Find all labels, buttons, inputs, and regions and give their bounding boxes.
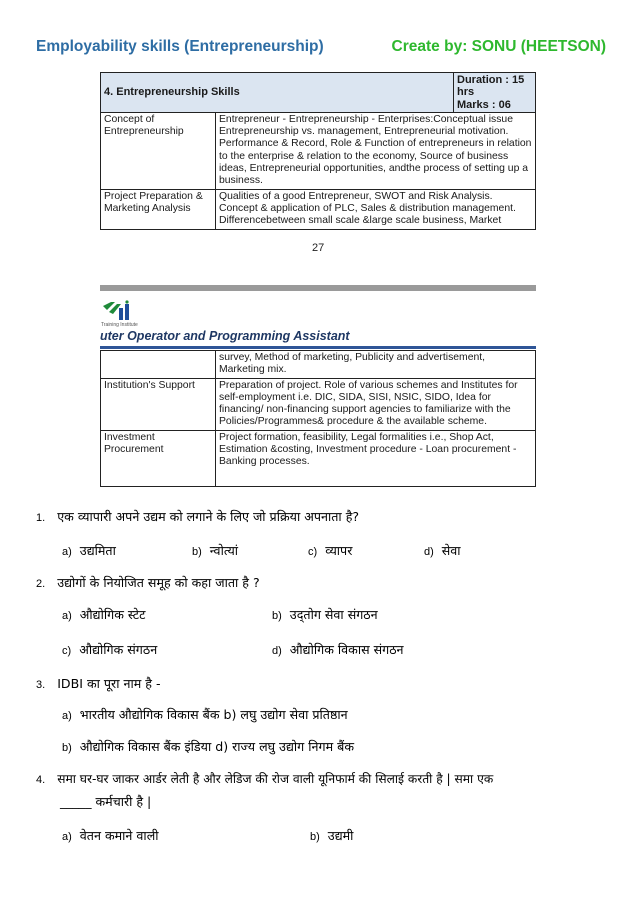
logo-caption: Training Institute bbox=[101, 322, 138, 328]
question-4 bbox=[36, 770, 493, 787]
option: d) सेवा bbox=[424, 543, 461, 558]
question-number: 4. bbox=[36, 774, 46, 786]
topic-cell: Concept of Entrepreneurship bbox=[101, 112, 216, 189]
content-cell: Qualities of a good Entrepreneur, SWOT and Risk Analysis. Concept & application of PLC, Sales & distribution management. Differencebetween small scale &large scale business, Market bbox=[216, 189, 536, 229]
syllabus-header-row bbox=[101, 73, 536, 113]
topic-cell bbox=[101, 351, 216, 379]
option: a) औद्योगिक स्टेट bbox=[62, 607, 146, 622]
option: c) औद्योगिक संगठन bbox=[62, 642, 158, 657]
content-cell: Project formation, feasibility, Legal formalities i.e., Shop Act, Estimation &costing, Investment procedure - Loan procurement - Banking processes. bbox=[216, 430, 536, 486]
option: b) उद्तोग सेवा संगठन bbox=[272, 607, 378, 622]
content-cell: Preparation of project. Role of various schemes and Institutes for self-employment i.e. DIC, SIDA, SISI, NSIC, SIDO, Idea for financing/ non-financing support agencies to familiarize with the Policies/Programmes& procedure & the available scheme. bbox=[216, 378, 536, 430]
page-number: 27 bbox=[312, 242, 325, 254]
scan-divider bbox=[100, 285, 536, 291]
question-3 bbox=[36, 675, 161, 692]
option: a) उद्यमिता bbox=[62, 543, 116, 558]
page-header bbox=[36, 38, 606, 62]
question-number: 3. bbox=[36, 679, 46, 691]
option: d) औद्योगिक विकास संगठन bbox=[272, 642, 404, 657]
option: b) औद्योगिक विकास बैंक इंडिया d) राज्य लघु उद्योग निगम बैंक bbox=[62, 739, 354, 754]
course-title: uter Operator and Programming Assistant bbox=[100, 329, 350, 343]
question-text-line2: _____ कर्मचारी है | bbox=[60, 794, 152, 809]
header-author: Create by: SONU (HEETSON) bbox=[391, 38, 606, 55]
duration: Duration : 15 hrs bbox=[457, 74, 525, 99]
marks: Marks : 06 bbox=[457, 98, 511, 111]
topic-cell: Institution's Support bbox=[101, 378, 216, 430]
table-row bbox=[101, 112, 536, 189]
table-row bbox=[101, 378, 536, 430]
question-text: उद्योगों के नियोजित समूह को कहा जाता है ? bbox=[57, 575, 260, 590]
syllabus-table-2 bbox=[100, 350, 536, 487]
header-subject: Employability skills (Entrepreneurship) bbox=[36, 38, 324, 55]
topic-cell: Investment Procurement bbox=[101, 430, 216, 486]
syllabus-duration-marks bbox=[454, 73, 536, 113]
question-4-continued bbox=[60, 793, 151, 810]
content-cell: survey, Method of marketing, Publicity and advertisement, Marketing mix. bbox=[216, 351, 536, 379]
syllabus-table-1 bbox=[100, 72, 536, 230]
option: c) व्यापर bbox=[308, 543, 353, 558]
table-row bbox=[101, 189, 536, 229]
question-text: IDBI का पूरा नाम है - bbox=[57, 676, 161, 691]
question-number: 1. bbox=[36, 512, 46, 524]
option: b) न्वोत्यां bbox=[192, 543, 239, 558]
table-row bbox=[101, 351, 536, 379]
option: b) उद्यमी bbox=[310, 828, 354, 843]
question-number: 2. bbox=[36, 578, 46, 590]
content-cell: Entrepreneur - Entrepreneurship - Enterprises:Conceptual issue Entrepreneurship vs. management, Entrepreneurial motivation. Performance & Record, Role & Function of entrepreneurs in relation to the enterprise & relation to the economy, Source of business ideas, Entrepreneurial opportunities, andthe process of setting up a business. bbox=[216, 112, 536, 189]
course-divider bbox=[100, 346, 536, 349]
topic-cell: Project Preparation & Marketing Analysis bbox=[101, 189, 216, 229]
question-text: समा घर-घर जाकर आर्डर लेती है और लेडिज की रोज वाली यूनिफार्म की सिलाई करती है | समा एक bbox=[57, 772, 494, 786]
question-2 bbox=[36, 574, 260, 591]
institute-logo-icon bbox=[101, 300, 131, 322]
question-1 bbox=[36, 508, 359, 525]
question-text: एक व्यापारी अपने उद्यम को लगाने के लिए जो प्रक्रिया अपनाता है? bbox=[57, 509, 360, 524]
table-row bbox=[101, 430, 536, 486]
syllabus-title: 4. Entrepreneurship Skills bbox=[101, 73, 454, 113]
option: a) भारतीय औद्योगिक विकास बैंक b) लघु उद्योग सेवा प्रतिष्ठान bbox=[62, 707, 348, 722]
option: a) वेतन कमाने वाली bbox=[62, 828, 159, 843]
